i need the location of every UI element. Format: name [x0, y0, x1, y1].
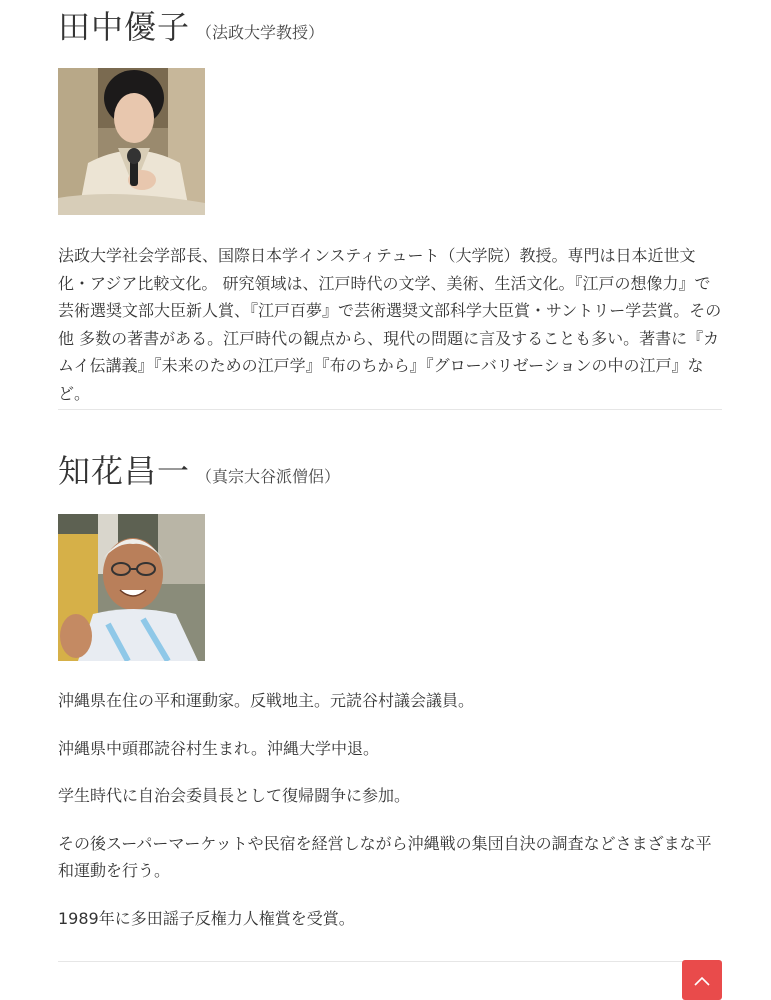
- profile-bio: [58, 242, 722, 407]
- profile-bio: [58, 687, 722, 932]
- profile-card: [58, 2, 722, 407]
- profile-card: [58, 446, 722, 932]
- divider: [58, 409, 722, 410]
- bio-paragraph: 1989年に多田謡子反権力人権賞を受賞。: [58, 908, 355, 928]
- profile-heading: [58, 2, 722, 46]
- profile-name: 知花昌一: [58, 452, 191, 490]
- bio-paragraph: 法政大学社会学部長、国際日本学インスティテュート（大学院）教授。専門は日本近世文化・アジア比較文化。 研究領域は、江戸時代の文学、美術、生活文化。『江戸の想像力』で芸術選奨文部大臣新人賞、『江戸百夢』で芸術選奨文部科学大臣賞・サントリー学芸賞。その他 多数の著書がある。江戸時代の観点から、現代の問題に言及することも多い。著書に『カムイ伝講義』『未来のための江戸学』『布のちから』『グローバリゼーションの中の江戸』など。: [58, 246, 722, 403]
- profile-affiliation: （法政大学教授）: [196, 23, 325, 42]
- scroll-to-top-button[interactable]: [682, 960, 722, 1000]
- chevron-up-icon: [694, 971, 710, 990]
- bio-paragraph: その後スーパーマーケットや民宿を経営しながら沖縄戦の集団自決の調査などさまざまな平和運動を行う。: [58, 833, 712, 880]
- profile-photo: [58, 514, 205, 661]
- profile-affiliation: （真宗大谷派僧侶）: [196, 467, 341, 486]
- profile-heading: [58, 446, 722, 490]
- profile-name: 田中優子: [58, 8, 191, 46]
- bio-paragraph: 沖縄県在住の平和運動家。反戦地主。元読谷村議会議員。: [58, 691, 475, 710]
- divider: [58, 961, 722, 962]
- bio-paragraph: 沖縄県中頭郡読谷村生まれ。沖縄大学中退。: [58, 738, 379, 758]
- profile-photo: [58, 68, 205, 215]
- bio-paragraph: 学生時代に自治会委員長として復帰闘争に参加。: [58, 786, 411, 805]
